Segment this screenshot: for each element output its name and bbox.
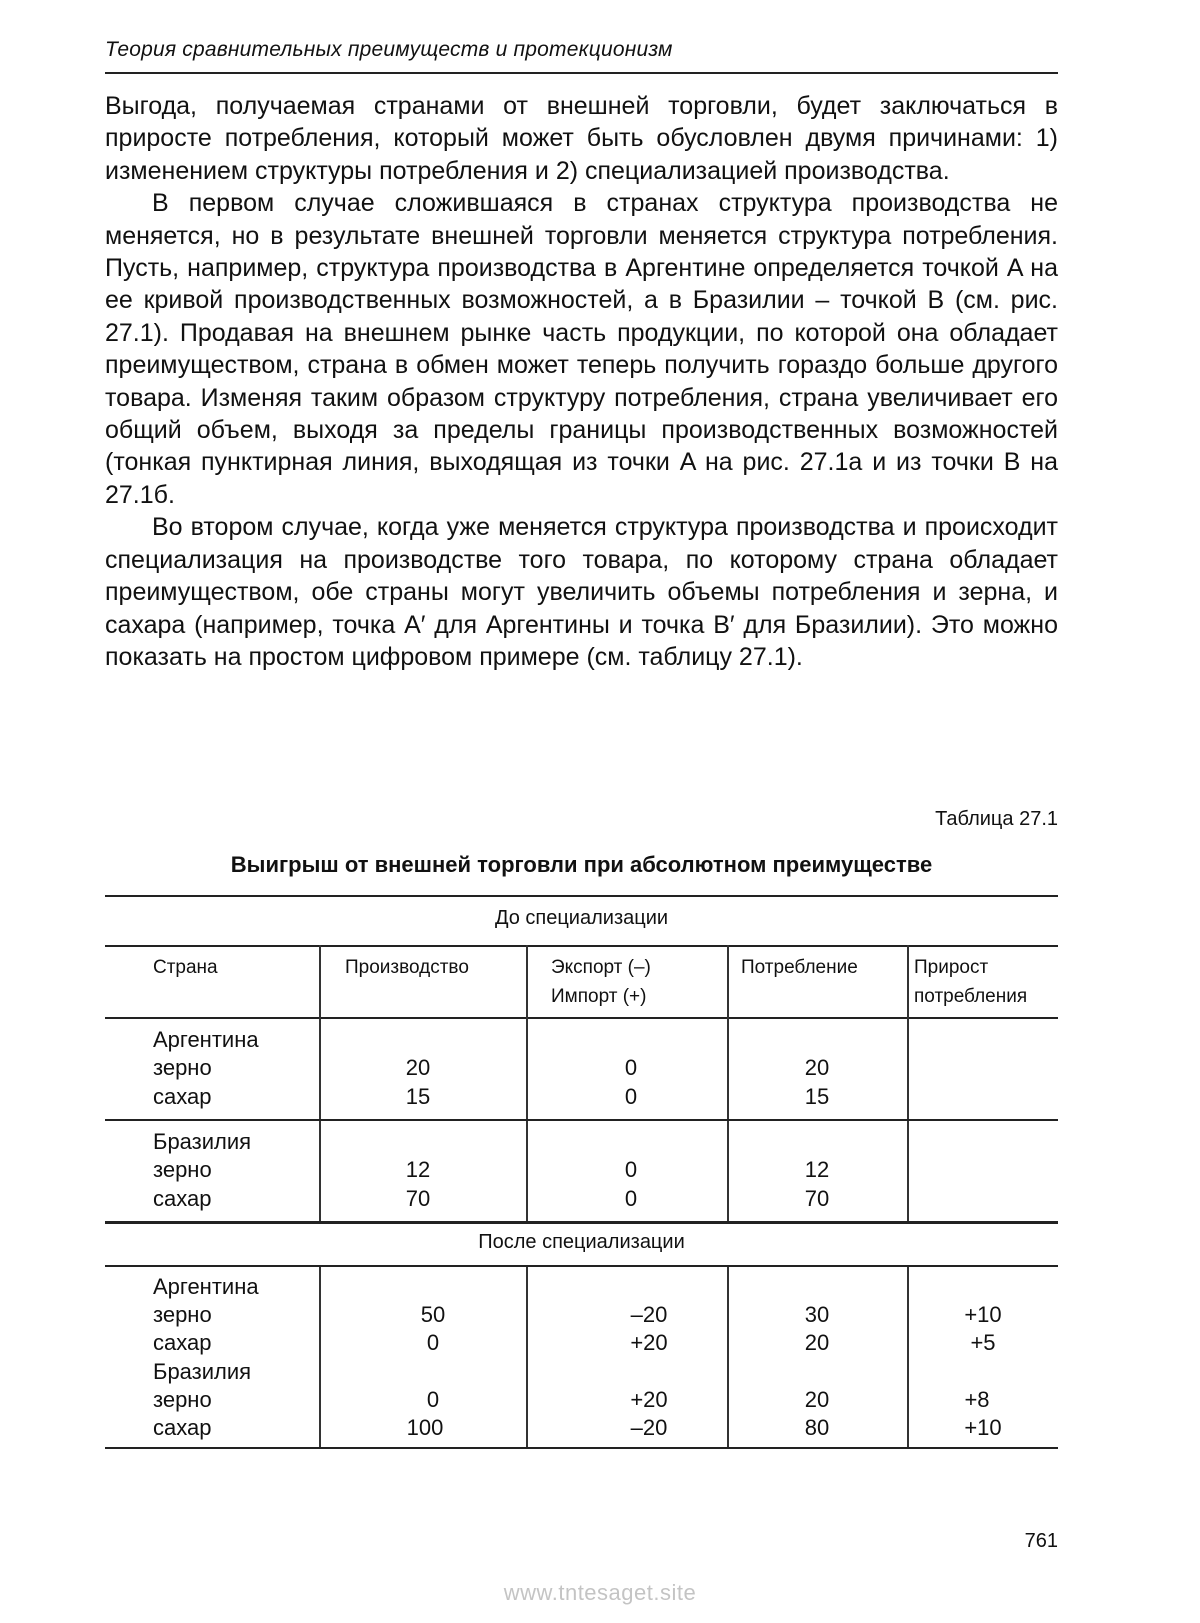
cell-consumption: 80: [804, 1415, 830, 1440]
cell-consumption: 30: [804, 1302, 830, 1327]
cell-export: 0: [624, 1084, 638, 1109]
column-divider: [727, 1267, 729, 1447]
cell-consumption: 20: [804, 1387, 830, 1412]
cell-production: 20: [405, 1055, 431, 1080]
row-label-grain: зерно: [153, 1055, 212, 1080]
col-header-production: Производство: [345, 957, 469, 978]
column-divider: [907, 945, 909, 1119]
column-divider: [319, 1267, 321, 1447]
cell-production: 0: [426, 1387, 440, 1412]
cell-growth: +8: [964, 1387, 990, 1412]
section-label-before: До специализации: [494, 907, 669, 929]
cell-export: 0: [624, 1055, 638, 1080]
row-label-sugar: сахар: [153, 1186, 212, 1211]
row-label-grain: зерно: [153, 1157, 212, 1182]
table-rule: [105, 1221, 1058, 1224]
cell-growth: +10: [964, 1415, 1002, 1440]
row-label-sugar: сахар: [153, 1415, 212, 1440]
row-label-sugar: сахар: [153, 1084, 212, 1109]
body-text: [105, 90, 1058, 673]
cell-export: +20: [630, 1387, 668, 1412]
col-header-growth: Прирост: [914, 957, 989, 978]
table-rule: [105, 895, 1058, 897]
cell-export: +20: [630, 1330, 668, 1355]
column-divider: [319, 945, 321, 1119]
cell-growth: +10: [964, 1302, 1002, 1327]
row-label-grain: зерно: [153, 1302, 212, 1327]
country-name: Аргентина: [153, 1274, 259, 1299]
column-divider: [319, 1121, 321, 1221]
column-divider: [526, 1121, 528, 1221]
table-rule: [105, 945, 1058, 947]
col-header-country: Страна: [153, 957, 218, 978]
country-name: Бразилия: [153, 1129, 252, 1154]
col-header-export: Экспорт (–): [551, 957, 651, 978]
watermark: www.tntesaget.site: [503, 1580, 697, 1605]
cell-production: 100: [406, 1415, 444, 1440]
table-title: Выигрыш от внешней торговли при абсолютном преимуществе: [230, 852, 933, 877]
paragraph: Выгода, получаемая странами от внешней торговли, будет заключаться в приросте потребления, который может быть обусловлен двумя причинами: 1) изменением структуры потребления и 2) специализацией производства.: [105, 92, 1058, 185]
column-divider: [526, 1267, 528, 1447]
column-divider: [526, 945, 528, 1119]
column-divider: [727, 945, 729, 1119]
cell-production: 15: [405, 1084, 431, 1109]
column-divider: [727, 1121, 729, 1221]
cell-export: 0: [624, 1186, 638, 1211]
paragraph: Во втором случае, когда уже меняется структура производства и происходит специализация на производстве того товара, по которому страна обладает преимуществом, обе страны могут увеличить объемы потребления и зерна, и сахара (например, точка A′ для Аргентины и точка B′ для Бразилии). Это можно показать на простом цифровом примере (см. таблицу 27.1).: [105, 513, 1058, 671]
row-label-grain: зерно: [153, 1387, 212, 1412]
cell-growth: +5: [970, 1330, 996, 1355]
cell-consumption: 70: [804, 1186, 830, 1211]
table-rule: [105, 1447, 1058, 1449]
cell-consumption: 15: [804, 1084, 830, 1109]
cell-production: 12: [405, 1157, 431, 1182]
column-divider: [907, 1267, 909, 1447]
cell-consumption: 20: [804, 1055, 830, 1080]
cell-production: 70: [405, 1186, 431, 1211]
col-header-consumption: Потребление: [741, 957, 858, 978]
table-number: Таблица 27.1: [935, 808, 1058, 830]
section-label-after: После специализации: [478, 1231, 685, 1253]
running-title: Теория сравнительных преимуществ и протекционизм: [105, 38, 673, 61]
running-header: [105, 38, 1058, 74]
col-header-import: Импорт (+): [551, 986, 647, 1007]
table-rule: [105, 1017, 1058, 1019]
table-rule: [105, 1265, 1058, 1267]
row-label-sugar: сахар: [153, 1330, 212, 1355]
country-name: Бразилия: [153, 1359, 252, 1384]
cell-export: –20: [630, 1302, 668, 1327]
cell-export: –20: [630, 1415, 668, 1440]
table-rule: [105, 1119, 1058, 1121]
column-divider: [907, 1121, 909, 1221]
col-header-growth-2: потребления: [914, 986, 1028, 1007]
page-number: 761: [1024, 1530, 1058, 1552]
cell-consumption: 20: [804, 1330, 830, 1355]
cell-consumption: 12: [804, 1157, 830, 1182]
paragraph: В первом случае сложившаяся в странах структура производства не меняется, но в результате внешней торговли меняется структура потребления. Пусть, например, структура производства в Аргентине определяется точкой A на ее кривой производственных возможностей, а в Бразилии – точкой B (см. рис. 27.1). Продавая на внешнем рынке часть продукции, по которой она обладает преимуществом, страна в обмен может теперь получить гораздо больше другого товара. Изменяя таким образом структуру потребления, страна увеличивает его общий объем, выходя за пределы границы производственных возможностей (тонкая пунктирная линия, выходящая из точки A на рис. 27.1а и из точки B на 27.1б.: [105, 189, 1058, 509]
cell-production: 50: [420, 1302, 446, 1327]
country-name: Аргентина: [153, 1027, 259, 1052]
cell-production: 0: [426, 1330, 440, 1355]
cell-export: 0: [624, 1157, 638, 1182]
